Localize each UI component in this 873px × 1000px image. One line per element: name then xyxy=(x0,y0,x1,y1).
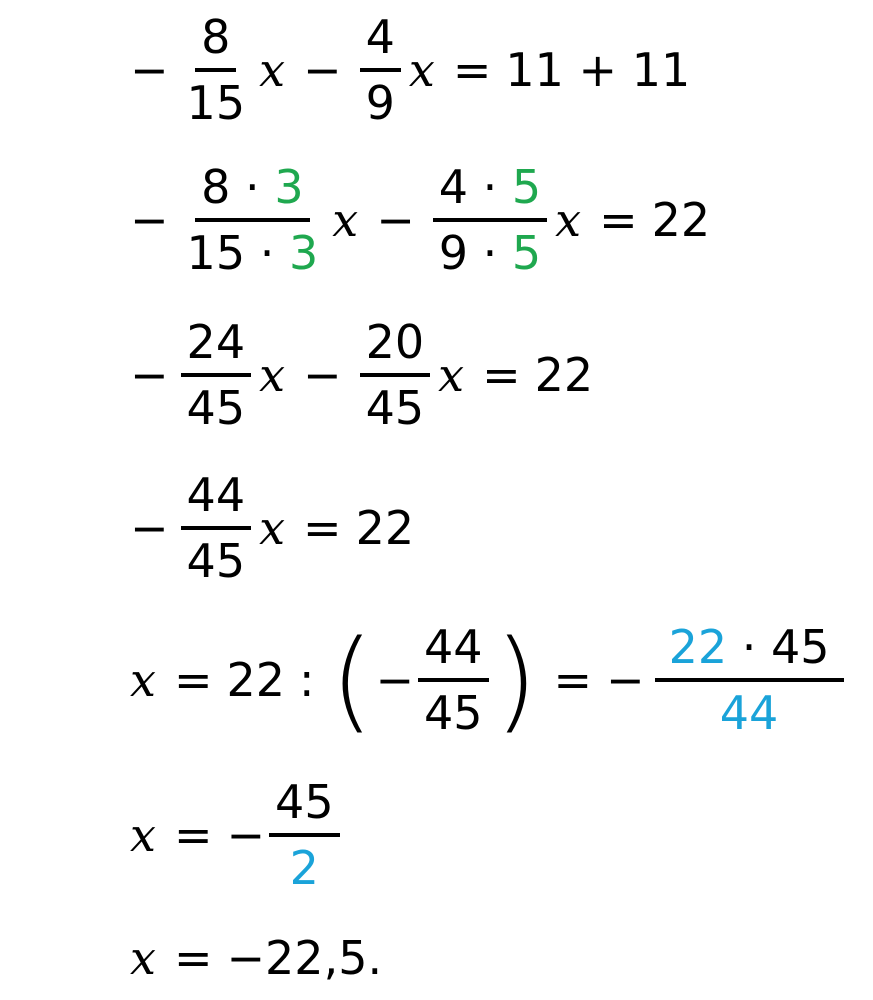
minus-sign: − xyxy=(226,808,266,862)
left-parenthesis: ( xyxy=(330,616,374,744)
equals-sign: = xyxy=(553,653,593,707)
multiplier-highlight: 3 xyxy=(288,226,319,280)
division-colon: : xyxy=(299,653,315,707)
equation-line-3 xyxy=(130,315,593,435)
minus-sign: − xyxy=(130,501,169,555)
cancel-highlight: 22 xyxy=(668,620,728,674)
equals-sign: = xyxy=(482,348,521,402)
equals-sign: = xyxy=(173,808,213,862)
denominator: 9 xyxy=(365,76,395,130)
fraction xyxy=(269,775,340,895)
dividend: 22 xyxy=(226,653,286,707)
denominator: 45 xyxy=(424,686,483,740)
numerator: 20 xyxy=(360,315,431,377)
numerator: 44 xyxy=(418,620,489,682)
denominator xyxy=(181,222,325,280)
right-hand-side: 22 xyxy=(534,348,594,402)
fraction xyxy=(181,10,252,130)
equation-line-6 xyxy=(130,775,344,895)
minus-sign: − xyxy=(130,43,169,97)
equation-line-2 xyxy=(130,160,710,280)
right-parenthesis: ) xyxy=(494,616,538,744)
numerator-rest: · 45 xyxy=(727,620,830,674)
variable-x: x xyxy=(438,348,465,402)
equals-sign: = xyxy=(173,931,213,985)
denominator: 45 xyxy=(365,381,425,435)
equals-sign: = xyxy=(452,43,492,97)
equals-sign: = xyxy=(173,653,213,707)
variable-x: x xyxy=(130,808,156,862)
right-hand-side: 11 + 11 xyxy=(505,43,691,97)
right-hand-side: 22 xyxy=(651,193,711,247)
numerator-base: 4 · xyxy=(438,160,512,214)
numerator: 44 xyxy=(181,468,252,530)
variable-x: x xyxy=(259,501,286,555)
denominator: 15 xyxy=(186,76,246,130)
numerator-base: 8 · xyxy=(201,160,275,214)
variable-x: x xyxy=(130,931,156,985)
denominator: 45 xyxy=(186,534,246,588)
minus-sign: − xyxy=(376,193,415,247)
equation-line-5 xyxy=(130,616,848,744)
numerator: 4 xyxy=(360,10,401,72)
denominator: 45 xyxy=(186,381,246,435)
equals-sign: = xyxy=(599,193,638,247)
numerator xyxy=(195,160,309,222)
equation-line-4 xyxy=(130,468,414,588)
minus-sign: − xyxy=(130,348,169,402)
numerator xyxy=(655,620,844,682)
numerator: 8 xyxy=(195,10,236,72)
multiplier-highlight: 5 xyxy=(511,160,542,214)
denominator-base: 9 · xyxy=(438,226,512,280)
final-answer: −22,5. xyxy=(226,931,383,985)
minus-sign: − xyxy=(375,653,415,707)
minus-sign: − xyxy=(606,653,645,707)
variable-x: x xyxy=(259,43,286,97)
equation-line-1 xyxy=(130,10,690,130)
fraction xyxy=(433,160,547,280)
variable-x: x xyxy=(130,653,156,707)
fraction xyxy=(181,468,252,588)
equation-line-7 xyxy=(130,931,383,985)
fraction xyxy=(360,315,431,435)
multiplier-highlight: 5 xyxy=(511,226,542,280)
multiplier-highlight: 3 xyxy=(274,160,304,214)
denominator: 2 xyxy=(289,841,319,895)
minus-sign: − xyxy=(130,193,169,247)
variable-x: x xyxy=(408,43,435,97)
denominator-base: 15 · xyxy=(186,226,289,280)
fraction xyxy=(655,620,844,740)
fraction xyxy=(418,620,489,740)
variable-x: x xyxy=(332,193,359,247)
fraction xyxy=(181,315,252,435)
numerator xyxy=(433,160,547,222)
equals-sign: = xyxy=(303,501,342,555)
denominator xyxy=(433,222,547,280)
minus-sign: − xyxy=(303,348,342,402)
variable-x: x xyxy=(555,193,582,247)
denominator: 44 xyxy=(719,686,779,740)
minus-sign: − xyxy=(303,43,342,97)
numerator: 45 xyxy=(269,775,340,837)
fraction xyxy=(360,10,401,130)
right-hand-side: 22 xyxy=(355,501,415,555)
variable-x: x xyxy=(259,348,286,402)
numerator: 24 xyxy=(181,315,252,377)
fraction xyxy=(181,160,325,280)
